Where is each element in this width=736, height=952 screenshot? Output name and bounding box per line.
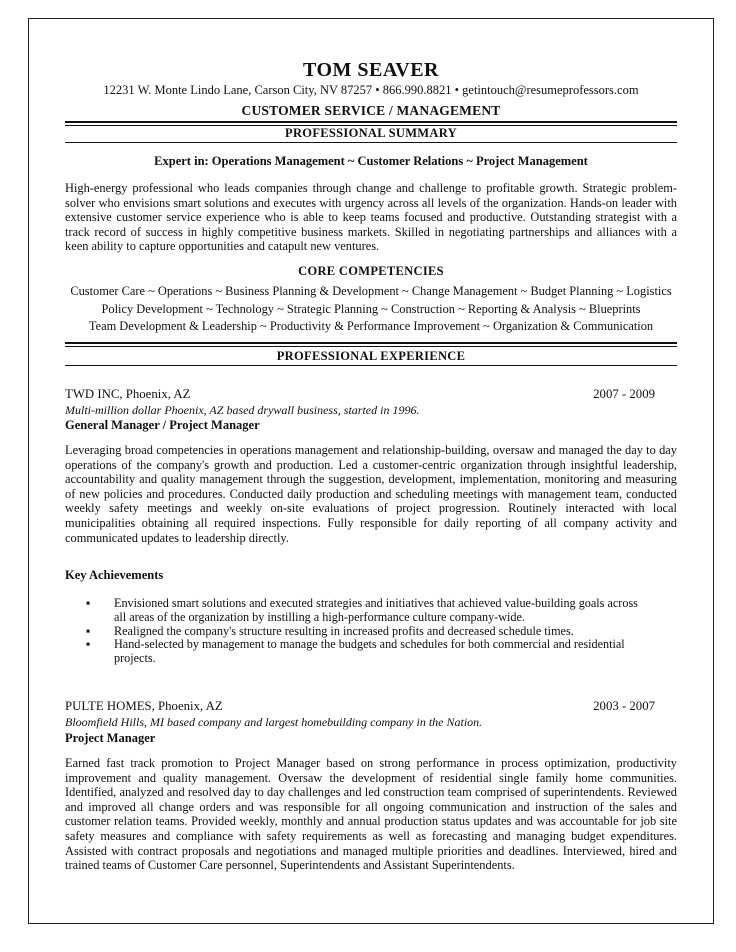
achievement-text: Realigned the company's structure resulting in increased profits and decreased schedule times. <box>114 623 574 638</box>
resume-title: CUSTOMER SERVICE / MANAGEMENT <box>241 103 501 118</box>
job-role: General Manager / Project Manager <box>65 418 260 432</box>
list-item <box>86 597 646 625</box>
job-description: Multi-million dollar Phoenix, AZ based drywall business, started in 1996. <box>65 403 420 417</box>
job-paragraph: Leveraging broad competencies in operations management and relationship-building, oversaw and managed the day to day operations of the company's growth and production. Led a customer-centric organization through insightful leadership, accountability and quality management through the suggestion, development, implementation, monitoring and measuring of new policies and procedures. Conducted daily production and scheduling meetings with management team, conducted weekly safety meetings and weekly on-site evaluations of project progression. Routinely interacted with local municipalities obtaining all required inspections. Fully responsible for daily reporting of all company activity and communicated updates to leadership directly. <box>65 443 677 545</box>
competencies-heading: CORE COMPETENCIES <box>298 264 444 278</box>
competencies-line: Policy Development ~ Technology ~ Strategic Planning ~ Construction ~ Reporting & Analysis ~ Blueprints <box>101 302 641 316</box>
candidate-name: TOM SEAVER <box>303 59 439 81</box>
achievement-text: Hand-selected by management to manage the budgets and schedules for both commercial and residential projects. <box>114 637 625 666</box>
section-rule <box>65 342 677 344</box>
competencies-line: Customer Care ~ Operations ~ Business Planning & Development ~ Change Management ~ Budget Planning ~ Logistics <box>70 284 672 298</box>
list-item <box>86 638 646 666</box>
contact-line: 12231 W. Monte Lindo Lane, Carson City, NV 87257 • 866.990.8821 • getintouch@resumeprofessors.com <box>103 83 639 97</box>
summary-paragraph: High-energy professional who leads companies through change and challenge to profitable growth. Strategic problem-solver who envisions smart solutions and executes with urgency across all levels of the organization. Hands-on leader with extensive customer service experience who is able to keep teams focused and productive. Outstanding strategist with a track record of success in highly competitive business markets. Skilled in negotiating partnerships and alliances with a keen ability to capture opportunities and catapult new ventures. <box>65 181 677 254</box>
resume-page <box>28 18 714 924</box>
section-rule-thin <box>65 346 677 347</box>
section-rule <box>65 121 677 123</box>
expert-in-line: Expert in: Operations Management ~ Customer Relations ~ Project Management <box>154 154 588 168</box>
bullet-icon: ▪ <box>86 637 91 652</box>
summary-heading: PROFESSIONAL SUMMARY <box>285 126 457 140</box>
experience-heading: PROFESSIONAL EXPERIENCE <box>276 349 466 363</box>
job-description: Bloomfield Hills, MI based company and largest homebuilding company in the Nation. <box>65 715 483 729</box>
section-rule-thin <box>65 142 677 143</box>
job-company: TWD INC, Phoenix, AZ <box>65 387 191 401</box>
job-company: PULTE HOMES, Phoenix, AZ <box>65 699 223 713</box>
list-item <box>86 625 646 639</box>
job-role: Project Manager <box>65 731 156 745</box>
achievement-text: Envisioned smart solutions and executed strategies and initiatives that achieved value-building goals across all areas of the organization by instilling a high-performance culture company-wide. <box>114 596 638 624</box>
section-rule-thin <box>65 365 677 366</box>
job-dates: 2003 - 2007 <box>593 699 655 713</box>
achievements-heading: Key Achievements <box>65 568 164 582</box>
competencies-line: Team Development & Leadership ~ Productivity & Performance Improvement ~ Organization & Communication <box>88 319 654 333</box>
job-paragraph: Earned fast track promotion to Project Manager based on strong performance in process optimization, productivity improvement and quality management. Oversaw the development of residential single family home communities. Identified, analyzed and resolved day to day challenges and led construction team comprised of superintendents. Reviewed and improved all change orders and was responsible for all ongoing communication and instruction of the sales and customer relation teams. Provided weekly, monthly and annual production status updates and was accountable for job site safety measures and compliance with safety requirements as well as forecasting and managing budget expenditures. Assisted with contract proposals and negotiations and managed multiple priorities and deadlines. Interviewed, hired and trained teams of Customer Care personnel, Superintendents and Assistant Superintendents. <box>65 756 677 873</box>
achievements-list <box>86 597 646 666</box>
job-dates: 2007 - 2009 <box>593 387 655 401</box>
bullet-icon: ▪ <box>86 623 91 638</box>
bullet-icon: ▪ <box>86 596 91 610</box>
